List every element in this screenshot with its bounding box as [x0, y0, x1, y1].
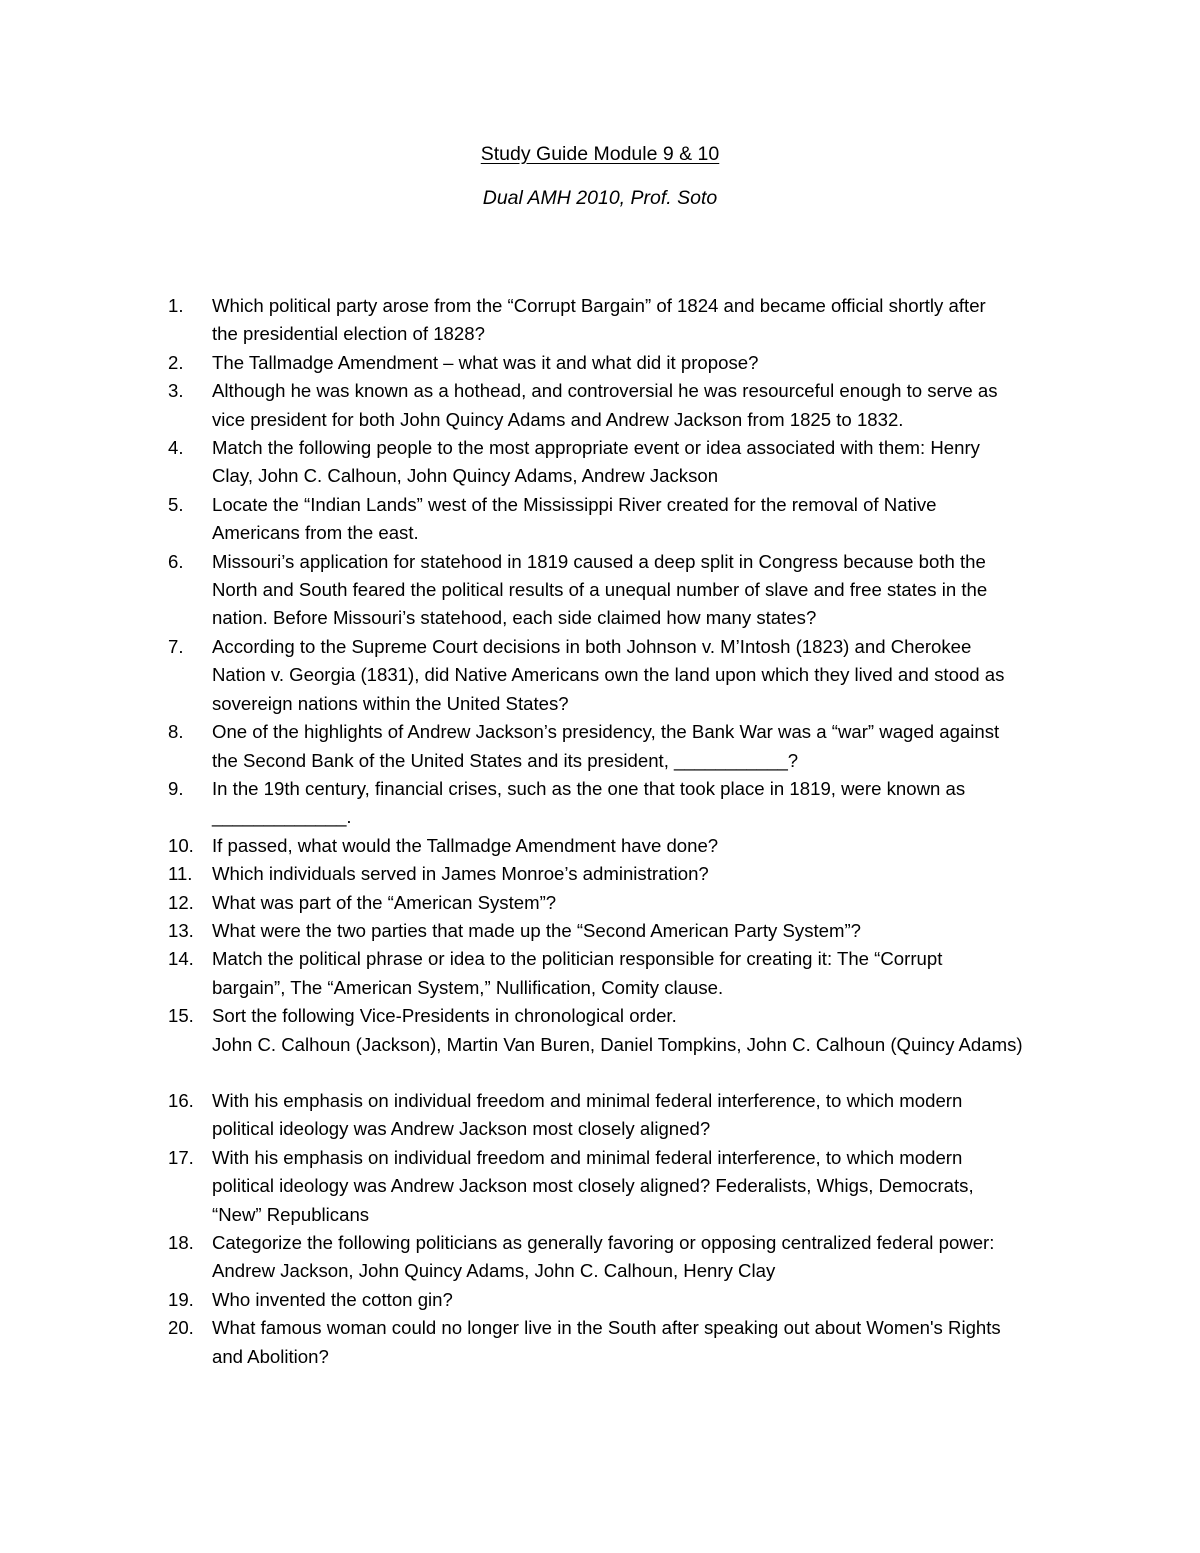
question-text-line: Match the political phrase or idea to the politician responsible for creating it: The “Corrupt	[212, 948, 943, 970]
question-number: 5.	[168, 493, 184, 515]
question-text-line: What famous woman could no longer live in the South after speaking out about Women's Rights	[212, 1317, 1001, 1339]
question-text-line: “New” Republicans	[212, 1203, 370, 1225]
question-text-line: Clay, John C. Calhoun, John Quincy Adams, Andrew Jackson	[212, 465, 719, 487]
question-text-line: In the 19th century, financial crises, such as the one that took place in 1819, were known as	[212, 777, 966, 799]
question-item	[168, 548, 1068, 633]
question-text-line: Locate the “Indian Lands” west of the Mississippi River created for the removal of Native	[212, 493, 937, 515]
question-number: 11.	[168, 863, 193, 885]
question-item	[168, 1314, 1068, 1371]
question-text-line: One of the highlights of Andrew Jackson’s presidency, the Bank War was a “war” waged against	[212, 721, 1000, 743]
question-text-line: With his emphasis on individual freedom and minimal federal interference, to which modern	[212, 1146, 963, 1168]
question-text-line: Which individuals served in James Monroe’s administration?	[212, 863, 709, 885]
question-text-line: Match the following people to the most appropriate event or idea associated with them: Henry	[212, 437, 980, 459]
question-text-line: Who invented the cotton gin?	[212, 1288, 453, 1310]
question-item	[168, 434, 1068, 491]
question-item	[168, 633, 1068, 718]
question-number: 13.	[168, 919, 194, 941]
question-item	[168, 1087, 1068, 1144]
question-number: 10.	[168, 834, 194, 856]
question-item	[168, 832, 1068, 860]
question-text-line: Nation v. Georgia (1831), did Native Americans own the land upon which they lived and stood as	[212, 664, 1005, 686]
question-item	[168, 349, 1068, 377]
question-text-line: bargain”, The “American System,” Nullification, Comity clause.	[212, 976, 724, 998]
question-item	[168, 377, 1068, 434]
question-number: 4.	[168, 437, 184, 459]
question-item	[168, 1229, 1068, 1286]
question-number: 9.	[168, 777, 184, 799]
question-item	[168, 491, 1068, 548]
question-number: 19.	[168, 1288, 194, 1310]
question-item	[168, 775, 1068, 832]
question-item	[168, 718, 1068, 775]
question-text-line: John C. Calhoun (Jackson), Martin Van Buren, Daniel Tompkins, John C. Calhoun (Quincy Adams)	[212, 1033, 1023, 1055]
question-item	[168, 1002, 1068, 1059]
question-number: 18.	[168, 1232, 194, 1253]
question-number: 12.	[168, 891, 194, 913]
question-number: 15.	[168, 1005, 194, 1027]
question-number: 1.	[168, 295, 184, 316]
question-number: 2.	[168, 351, 184, 373]
question-number: 3.	[168, 380, 184, 402]
question-item	[168, 1286, 1068, 1314]
question-number: 8.	[168, 721, 184, 743]
question-text-line: What was part of the “American System”?	[212, 891, 557, 913]
question-item	[168, 889, 1068, 917]
question-number: 6.	[168, 550, 184, 572]
question-text-line: If passed, what would the Tallmadge Amendment have done?	[212, 834, 719, 856]
question-text-line: _____________.	[212, 806, 352, 828]
question-text-line: North and South feared the political results of a unequal number of slave and free states in the	[212, 579, 988, 601]
question-text-line: the presidential election of 1828?	[212, 323, 485, 345]
question-text-line: According to the Supreme Court decisions in both Johnson v. M’Intosh (1823) and Cherokee	[212, 635, 972, 657]
question-number: 17.	[168, 1146, 194, 1168]
question-text-line: vice president for both John Quincy Adams and Andrew Jackson from 1825 to 1832.	[212, 408, 904, 430]
question-text-line: and Abolition?	[212, 1345, 329, 1367]
question-item	[168, 1144, 1068, 1229]
question-text-line: political ideology was Andrew Jackson most closely aligned? Federalists, Whigs, Democrats,	[212, 1175, 974, 1197]
question-text-line: nation. Before Missouri’s statehood, each side claimed how many states?	[212, 607, 817, 629]
document-title: Study Guide Module 9 & 10	[480, 143, 720, 165]
question-item	[168, 945, 1068, 1002]
question-text-line: sovereign nations within the United States?	[212, 692, 569, 714]
question-number: 16.	[168, 1089, 194, 1111]
question-text-line: The Tallmadge Amendment – what was it and what did it propose?	[212, 351, 759, 373]
question-text-line: Sort the following Vice-Presidents in chronological order.	[212, 1005, 677, 1027]
question-number: 20.	[168, 1317, 194, 1339]
question-text-line: Andrew Jackson, John Quincy Adams, John C. Calhoun, Henry Clay	[212, 1260, 776, 1282]
question-number: 14.	[168, 948, 194, 970]
question-text-line: the Second Bank of the United States and its president, ___________?	[212, 749, 799, 771]
question-item	[168, 292, 1068, 349]
question-item	[168, 917, 1068, 945]
question-text-line: What were the two parties that made up the “Second American Party System”?	[212, 919, 862, 941]
question-number: 7.	[168, 635, 184, 657]
question-text-line: Missouri’s application for statehood in 1819 caused a deep split in Congress because both the	[212, 550, 986, 572]
question-text-line: political ideology was Andrew Jackson most closely aligned?	[212, 1118, 711, 1140]
question-text-line: Which political party arose from the “Corrupt Bargain” of 1824 and became official shortly after	[212, 295, 986, 316]
question-item	[168, 860, 1068, 888]
question-list	[168, 292, 1068, 1371]
document-subtitle: Dual AMH 2010, Prof. Soto	[482, 187, 718, 209]
question-text-line: Although he was known as a hothead, and controversial he was resourceful enough to serve as	[212, 380, 998, 402]
question-text-line: Categorize the following politicians as generally favoring or opposing centralized federal power:	[212, 1232, 995, 1253]
question-text-line: Americans from the east.	[212, 522, 419, 544]
question-text-line: With his emphasis on individual freedom and minimal federal interference, to which modern	[212, 1089, 963, 1111]
